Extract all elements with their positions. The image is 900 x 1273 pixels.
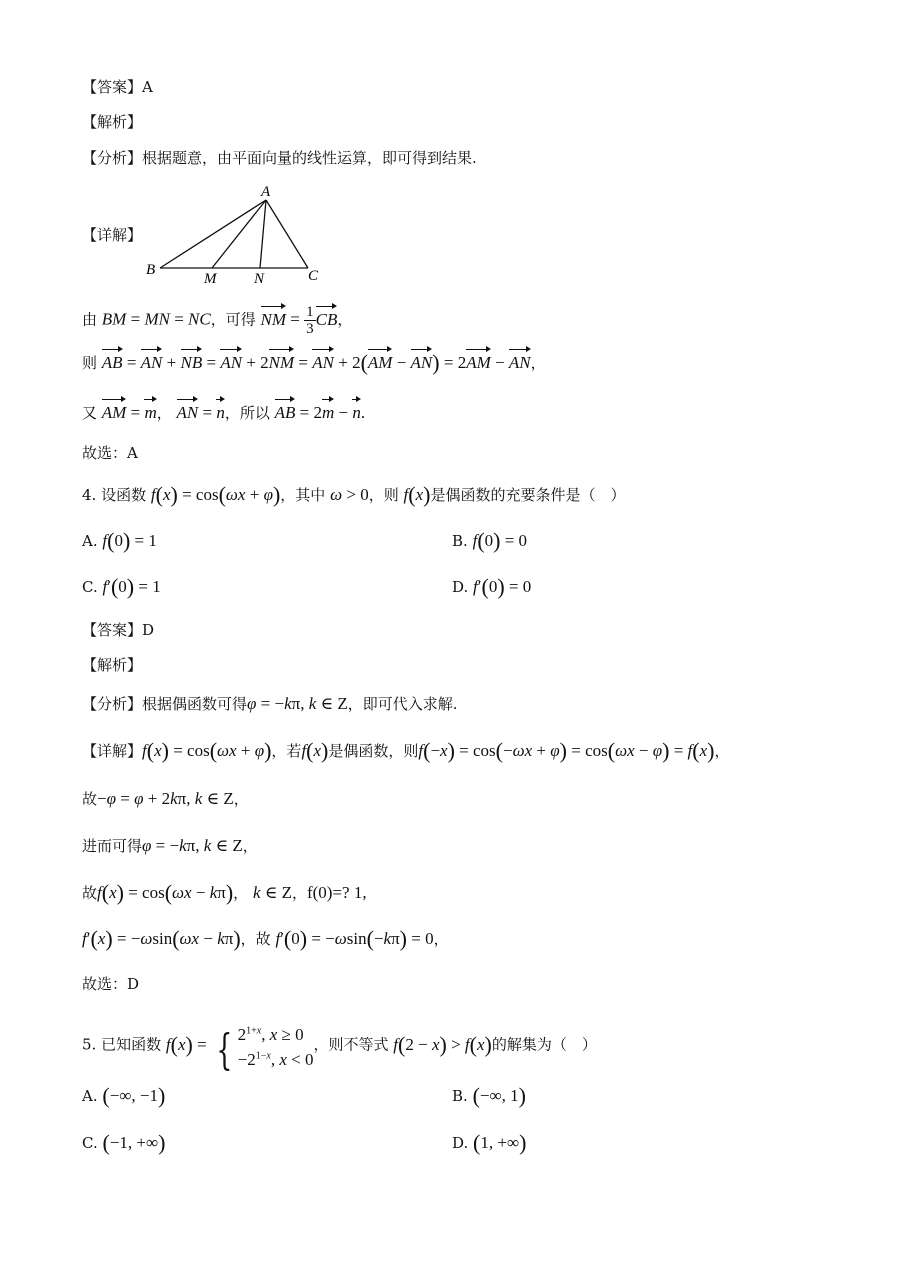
q3-line1: 由 BM = MN = NC，可得 NM = $\frac{1}{3}$ CB， (82, 304, 353, 337)
q4-detail-2: 故−φ = φ + 2kπ, k ∈ Z， (82, 789, 249, 808)
q3-fenxi: 【分析】根据题意，由平面向量的线性运算，即可得到结果. (82, 149, 477, 167)
q4-option-b[interactable]: B. f(0) = 0 (452, 528, 528, 553)
q4-detail-1: 【详解】f(x) = cos(ωx + φ)，若f(x)是偶函数，则f(−x) = cos(−ωx + φ) = cos(ωx − φ) = f(x)， (82, 738, 730, 763)
label-A: A (261, 184, 271, 200)
q4-answer: 【答案】D (82, 621, 155, 639)
q3-line2: 则 AB = AN + NB = AN + 2NM = AN + 2(AM − AN) = 2AM − AN， (82, 350, 546, 375)
q4-detail-3: 进而可得φ = −kπ, k ∈ Z， (82, 836, 258, 855)
q4-choose: 故选：D (82, 975, 140, 993)
q4-detail-5: f′(x) = −ωsin(ωx − kπ)，故 f′(0) = −ωsin(−kπ) = 0， (82, 926, 449, 951)
label-C: C (308, 268, 319, 284)
q4-d4-math: f(0)=? 1, (306, 883, 367, 902)
q4-option-c[interactable]: C. f′(0) = 1 (82, 574, 161, 599)
q3-detail-label: 【详解】 (82, 226, 143, 244)
q5-stem: 5. 已知函数 f(x) = { $2^{1+x}$, x ≥ 0 $-2^{1-x}$, x < 0，则不等式 f(2 − x) > f(x)的解集为（ ） (82, 1024, 597, 1074)
q5-option-d[interactable]: D. (1, +∞) (452, 1130, 527, 1155)
q4-detail-4: 故f(x) = cos(ωx − kπ)， k ∈ Z，f(0)=? 1, (82, 880, 367, 905)
q5-option-a[interactable]: A. (−∞, −1) (82, 1083, 166, 1108)
q3-analysis-label: 【解析】 (82, 113, 143, 131)
label-B: B (146, 262, 156, 278)
q4-option-d[interactable]: D. f′(0) = 0 (452, 574, 532, 599)
q4-analysis-label: 【解析】 (82, 656, 143, 674)
triangle-figure (140, 180, 340, 285)
q3-answer: 【答案】A (82, 78, 153, 96)
q4-stem: 4. 设函数 f(x) = cos(ωx + φ)，其中 ω > 0，则 f(x)是偶函数的充要条件是（ ） (82, 482, 626, 507)
q3-choose: 故选：A (82, 444, 138, 462)
q5-option-b[interactable]: B. (−∞, 1) (452, 1083, 526, 1108)
q3-line3: 又 AM = m， AN = n，所以 AB = 2m − n. (82, 403, 366, 422)
label-M: M (204, 271, 217, 285)
q4-fenxi: 【分析】根据偶函数可得φ = −kπ, k ∈ Z，即可代入求解. (82, 694, 458, 713)
q4-option-a[interactable]: A. f(0) = 1 (82, 528, 157, 553)
label-N: N (254, 271, 265, 285)
q5-option-c[interactable]: C. (−1, +∞) (82, 1130, 166, 1155)
